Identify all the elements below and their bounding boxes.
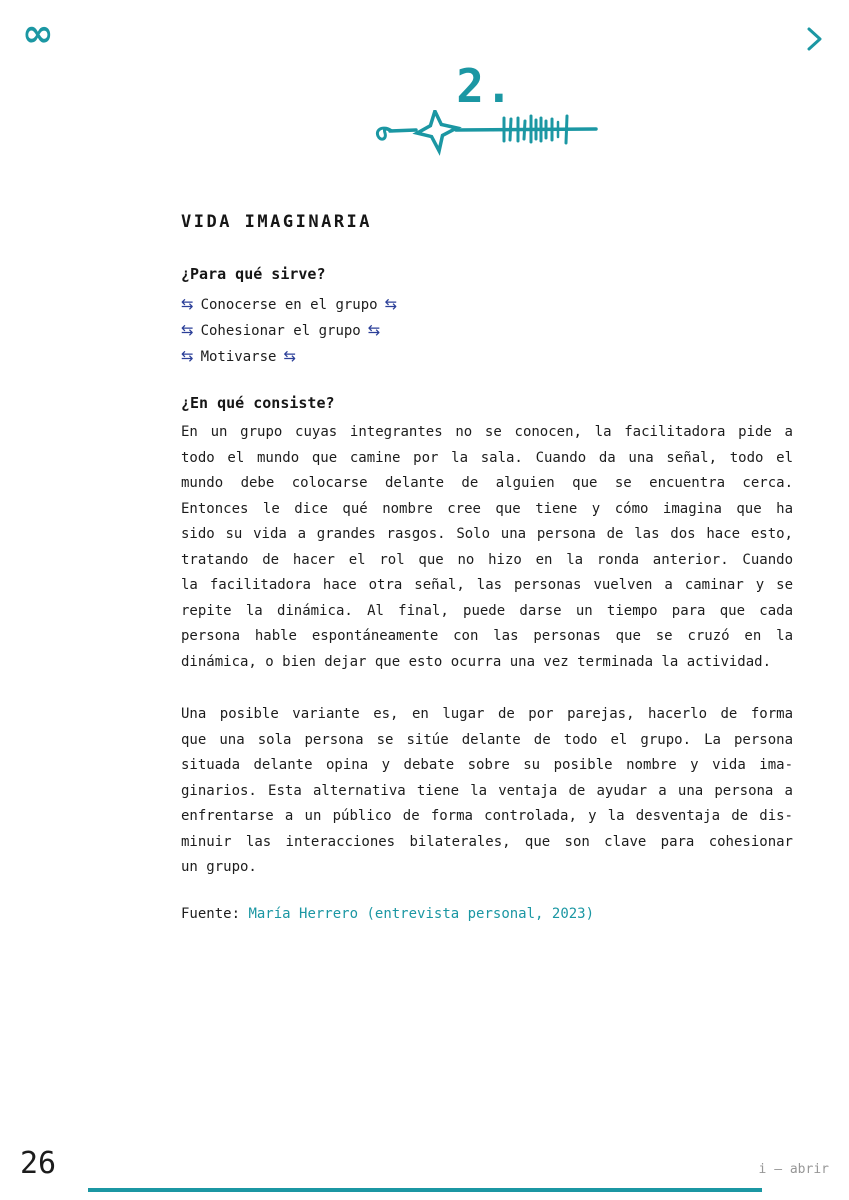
- purpose-item-label: Conocerse en el grupo: [200, 297, 378, 313]
- source-label: Fuente:: [181, 906, 241, 922]
- text-line: ginarios. Esta alternativa tiene la ventaja de ayudar a una persona a: [181, 782, 793, 799]
- double-arrow-icon: ⇆: [384, 295, 398, 313]
- infinity-icon[interactable]: ∞: [22, 11, 54, 55]
- purpose-item-label: Cohesionar el grupo: [200, 323, 361, 339]
- decorative-squiggle-star-tally: [370, 110, 600, 160]
- text-line: persona hable espontáneamente con las personas que se cruzó en la: [181, 628, 793, 644]
- double-arrow-icon: ⇆: [367, 321, 381, 339]
- section-label: i — abrir: [758, 1162, 829, 1177]
- activity-title: VIDA IMAGINARIA: [181, 212, 373, 232]
- chevron-right-icon[interactable]: [803, 26, 825, 56]
- double-arrow-icon: ⇆: [181, 347, 194, 365]
- footer-rule: [88, 1188, 762, 1192]
- description-heading: ¿En qué consiste?: [181, 394, 335, 412]
- text-line: repite la dinámica. Al final, puede darse un tiempo para que cada: [181, 602, 793, 619]
- purpose-item-label: Motivarse: [200, 349, 277, 365]
- text-line: Una posible variante es, en lugar de por parejas, hacerlo de forma: [181, 706, 793, 722]
- purpose-item: [181, 317, 793, 343]
- source-line: [181, 906, 793, 922]
- variant-paragraph: [181, 702, 793, 881]
- purpose-list: [181, 291, 793, 369]
- description-paragraph: [181, 420, 793, 675]
- text-line: enfrentarse a un público de forma controlada, y la desventaja de dis-: [181, 808, 793, 824]
- text-line: minuir las interacciones bilaterales, que son clave para cohesionar: [181, 833, 793, 850]
- text-line: En un grupo cuyas integrantes no se conocen, la facilitadora pide a: [181, 424, 793, 440]
- text-line: que una sola persona se sitúe delante de todo el grupo. La persona: [181, 731, 793, 748]
- text-line: Entonces le dice qué nombre cree que tiene y cómo imagina que ha: [181, 500, 793, 517]
- purpose-item: [181, 291, 793, 317]
- text-line: tratando de hacer el rol que no hizo en la ronda anterior. Cuando: [181, 551, 793, 568]
- chapter-number: 2.: [456, 59, 514, 113]
- text-line: dinámica, o bien dejar que esto ocurra una vez terminada la actividad.: [181, 653, 772, 670]
- double-arrow-icon: ⇆: [181, 295, 194, 313]
- text-line: mundo debe colocarse delante de alguien que se encuentra cerca.: [181, 475, 793, 491]
- source-link[interactable]: María Herrero (entrevista personal, 2023): [248, 906, 595, 922]
- text-line: la facilitadora hace otra señal, las personas vuelven a caminar y se: [181, 577, 793, 593]
- text-line: situada delante opina y debate sobre su posible nombre y vida ima-: [181, 757, 793, 773]
- text-line: sido su vida a grandes rasgos. Solo una persona de las dos hace esto,: [181, 526, 793, 542]
- purpose-item: [181, 343, 793, 369]
- purpose-heading: ¿Para qué sirve?: [181, 265, 326, 283]
- double-arrow-icon: ⇆: [283, 347, 297, 365]
- page-number: 26: [20, 1146, 57, 1181]
- text-line: todo el mundo que camine por la sala. Cuando da una señal, todo el: [181, 449, 793, 466]
- double-arrow-icon: ⇆: [181, 321, 194, 339]
- text-line: un grupo.: [181, 859, 257, 875]
